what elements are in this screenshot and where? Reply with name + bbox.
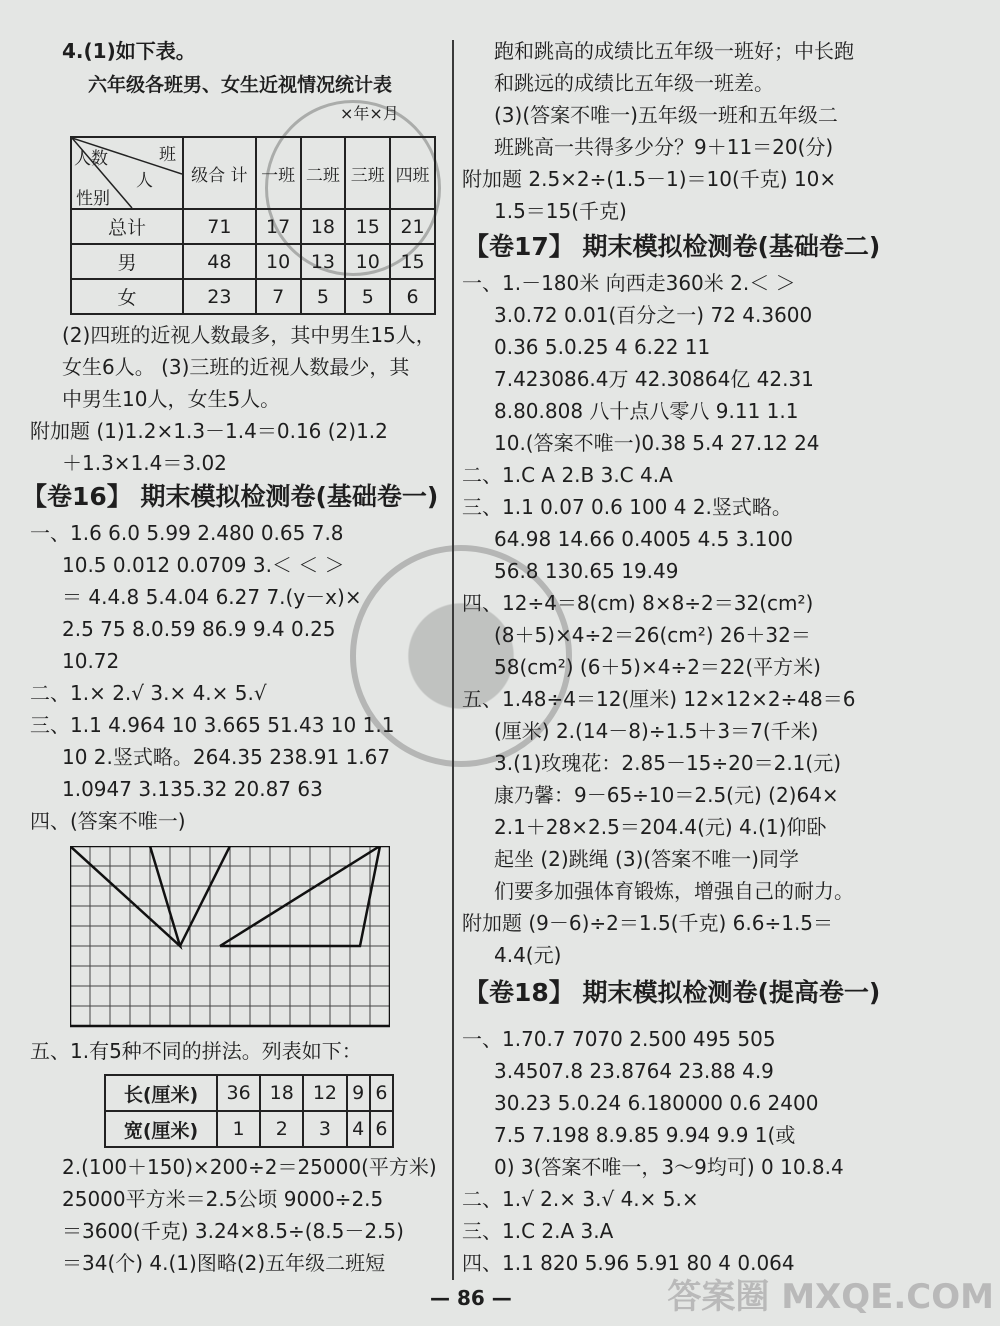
- answer-line: ＝3600(千克) 3.24×8.5÷(8.5－2.5): [62, 1219, 404, 1243]
- col-header: 四班: [390, 137, 435, 209]
- answer-line: (3)(答案不唯一)五年级一班和五年级二: [494, 103, 838, 127]
- answer-grid-drawing: [70, 846, 390, 1028]
- answer-line: 3.4507.8 23.8764 23.88 4.9: [494, 1059, 774, 1083]
- table-cell: 10: [345, 244, 390, 279]
- watermark-corner-logo: 答案圈 MXQE.COM: [667, 1277, 994, 1317]
- answer-line: (2)四班的近视人数最多，其中男生15人，: [62, 323, 436, 347]
- answer-line: 起坐 (2)跳绳 (3)(答案不唯一)同学: [494, 847, 799, 871]
- answer-line: ＝ 4.4.8 5.4.04 6.27 7.(y－x)×: [62, 585, 362, 609]
- table-row: [71, 244, 435, 279]
- dimensions-table: [104, 1074, 394, 1148]
- table-cell: 48: [183, 244, 256, 279]
- answer-line: 班跳高一共得多少分？9＋11＝20(分): [494, 135, 834, 159]
- table-cell: 5: [345, 279, 390, 314]
- answer-line: 中男生10人，女生5人。: [62, 387, 281, 411]
- col-header: 一班: [256, 137, 301, 209]
- answer-line: ＋1.3×1.4＝3.02: [62, 451, 227, 475]
- table-row: [71, 209, 435, 244]
- answer-line: 7.423086.4万 42.30864亿 42.31: [494, 367, 814, 391]
- diag-label-top: 班: [159, 145, 176, 165]
- page-number: — 86 —: [430, 1286, 512, 1310]
- answer-line: 25000平方米＝2.5公顷 9000÷2.5: [62, 1187, 384, 1211]
- answer-line: 附加题 2.5×2÷(1.5－1)＝10(千克) 10×: [462, 167, 837, 191]
- answer-line: 一、1.70.7 7070 2.500 495 505: [462, 1027, 776, 1051]
- answer-line: 康乃馨：9－65÷10＝2.5(元) (2)64×: [494, 783, 839, 807]
- answer-line: (厘米) 2.(14－8)÷1.5＋3＝7(千米): [494, 719, 819, 743]
- table-cell: 71: [183, 209, 256, 244]
- answer-line: 30.23 5.0.24 6.180000 0.6 2400: [494, 1091, 819, 1115]
- table-cell: 13: [301, 244, 346, 279]
- answer-line: 四、(答案不唯一): [30, 809, 186, 833]
- answer-line: 二、1.√ 2.× 3.√ 4.× 5.×: [462, 1187, 699, 1211]
- answer-line: 附加题 (1)1.2×1.3－1.4＝0.16 (2)1.2: [30, 419, 388, 443]
- row-label: 宽(厘米): [105, 1111, 217, 1147]
- table-cell: 21: [390, 209, 435, 244]
- answer-line: 7.5 7.198 8.9.85 9.94 9.9 1(或: [494, 1123, 796, 1147]
- table-cell: 5: [301, 279, 346, 314]
- answer-line: 二、1.C A 2.B 3.C 4.A: [462, 463, 673, 487]
- answer-line: 3.(1)玫瑰花：2.85－15÷20＝2.1(元): [494, 751, 842, 775]
- answer-line: 1.0947 3.135.32 20.87 63: [62, 777, 323, 801]
- answer-line: 0.36 5.0.25 4 6.22 11: [494, 335, 711, 359]
- answer-line: 1.5＝15(千克): [494, 199, 627, 223]
- answer-line: 四、12÷4＝8(cm) 8×8÷2＝32(cm²): [462, 591, 814, 615]
- answer-line: 和跳远的成绩比五年级一班差。: [494, 71, 774, 95]
- column-divider: [452, 40, 454, 1280]
- answer-line: ＝34(个) 4.(1)图略(2)五年级二班短: [62, 1251, 386, 1275]
- table-cell: 6: [370, 1111, 393, 1147]
- col-header: 级合 计: [183, 137, 256, 209]
- table-row: [105, 1075, 393, 1111]
- diag-label-bottom: 性别: [76, 189, 110, 209]
- answer-line: 2.1＋28×2.5＝204.4(元) 4.(1)仰卧: [494, 815, 827, 839]
- answer-line: 三、1.1 0.07 0.6 100 4 2.竖式略。: [462, 495, 792, 519]
- answer-line: 58(cm²) (6＋5)×4÷2＝22(平方米): [494, 655, 821, 679]
- table-cell: 18: [301, 209, 346, 244]
- table-cell: 18: [260, 1075, 303, 1111]
- table-cell: 9: [347, 1075, 370, 1111]
- answer-line: 3.0.72 0.01(百分之一) 72 4.3600: [494, 303, 813, 327]
- row-label: 男: [71, 244, 183, 279]
- table-cell: 17: [256, 209, 301, 244]
- col-header: 三班: [345, 137, 390, 209]
- answer-line: 10.72: [62, 649, 120, 673]
- answer-line: 女生6人。 (3)三班的近视人数最少，其: [62, 355, 410, 379]
- section-heading-17: 【卷17】 期末模拟检测卷(基础卷二): [464, 232, 881, 261]
- answer-line: 56.8 130.65 19.49: [494, 559, 679, 583]
- table-cell: 4: [347, 1111, 370, 1147]
- row-label: 长(厘米): [105, 1075, 217, 1111]
- table-cell: 7: [256, 279, 301, 314]
- table-title: 六年级各班男、女生近视情况统计表: [88, 74, 393, 96]
- answer-line: 2.(100＋150)×200÷2＝25000(平方米): [62, 1155, 437, 1179]
- table-row: [71, 279, 435, 314]
- table-cell: 3: [303, 1111, 346, 1147]
- answer-line: 一、1.6 6.0 5.99 2.480 0.65 7.8: [30, 521, 344, 545]
- diagonal-header-cell: [71, 137, 183, 209]
- answer-line: 10.5 0.012 0.0709 3.＜ ＜ ＞: [62, 553, 345, 577]
- answer-line: 2.5 75 8.0.59 86.9 9.4 0.25: [62, 617, 336, 641]
- vision-stat-table: [70, 136, 436, 315]
- table-date: ×年×月: [340, 104, 399, 123]
- answer-line: 四、1.1 820 5.96 5.91 80 4 0.064: [462, 1251, 795, 1275]
- table-cell: 10: [256, 244, 301, 279]
- answer-line: 0) 3(答案不唯一，3～9均可) 0 10.8.4: [494, 1155, 844, 1179]
- answer-line: 二、1.× 2.√ 3.× 4.× 5.√: [30, 681, 267, 705]
- q4-intro: 4.(1)如下表。: [62, 39, 196, 63]
- answer-line: 们要多加强体育锻炼，增强自己的耐力。: [494, 879, 854, 903]
- row-label: 总计: [71, 209, 183, 244]
- answer-line: 4.4(元): [494, 943, 562, 967]
- diag-label-mid1: 人数: [74, 149, 108, 169]
- table-cell: 12: [303, 1075, 346, 1111]
- answer-line: 五、1.有5种不同的拼法。列表如下：: [30, 1039, 362, 1063]
- answer-line: 跑和跳高的成绩比五年级一班好；中长跑: [494, 39, 854, 63]
- answer-line: 10.(答案不唯一)0.38 5.4 27.12 24: [494, 431, 820, 455]
- table-cell: 36: [217, 1075, 260, 1111]
- answer-line: 8.80.808 八十点八零八 9.11 1.1: [494, 399, 799, 423]
- answer-line: 三、1.1 4.964 10 3.665 51.43 10 1.1: [30, 713, 395, 737]
- answer-line: 五、1.48÷4＝12(厘米) 12×12×2÷48＝6: [462, 687, 856, 711]
- table-cell: 1: [217, 1111, 260, 1147]
- table-cell: 6: [390, 279, 435, 314]
- answer-line: 三、1.C 2.A 3.A: [462, 1219, 614, 1243]
- answer-line: (8＋5)×4÷2＝26(cm²) 26＋32＝: [494, 623, 811, 647]
- row-label: 女: [71, 279, 183, 314]
- answer-line: 10 2.竖式略。264.35 238.91 1.67: [62, 745, 391, 769]
- table-cell: 15: [345, 209, 390, 244]
- diag-label-mid2: 人: [136, 171, 153, 191]
- col-header: 二班: [301, 137, 346, 209]
- section-heading-18: 【卷18】 期末模拟检测卷(提高卷一): [464, 978, 881, 1007]
- table-row: [105, 1111, 393, 1147]
- answer-line: 64.98 14.66 0.4005 4.5 3.100: [494, 527, 793, 551]
- answer-line: 附加题 (9－6)÷2＝1.5(千克) 6.6÷1.5＝: [462, 911, 834, 935]
- table-cell: 2: [260, 1111, 303, 1147]
- table-cell: 23: [183, 279, 256, 314]
- table-cell: 6: [370, 1075, 393, 1111]
- table-cell: 15: [390, 244, 435, 279]
- answer-line: 一、1.－180米 向西走360米 2.＜ ＞: [462, 271, 796, 295]
- section-heading-16: 【卷16】 期末模拟检测卷(基础卷一): [22, 482, 439, 511]
